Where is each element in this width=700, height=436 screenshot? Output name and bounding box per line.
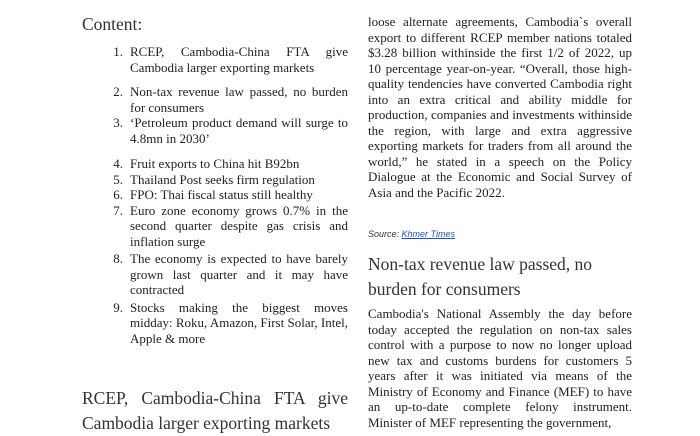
toc-text: RCEP, Cambodia-China FTA give Cambodia larger exporting markets bbox=[130, 44, 348, 75]
toc-item[interactable] bbox=[82, 156, 348, 172]
toc-number: 4. bbox=[113, 156, 123, 171]
toc-text: Non-tax revenue law passed, no burden for consumers bbox=[130, 84, 348, 115]
toc-number: 6. bbox=[113, 187, 123, 202]
toc-number: 1. bbox=[113, 44, 123, 59]
content-heading: Content: bbox=[82, 14, 143, 34]
toc-number: 9. bbox=[113, 299, 123, 315]
toc-item[interactable] bbox=[82, 251, 348, 298]
toc-item[interactable] bbox=[82, 172, 348, 188]
toc-text: FPO: Thai fiscal status still healthy bbox=[130, 187, 313, 202]
toc-text: Thailand Post seeks firm regulation bbox=[130, 171, 315, 187]
toc-item[interactable] bbox=[82, 84, 348, 115]
source-line bbox=[368, 229, 455, 239]
article-paragraph: loose alternate agreements, Cambodia`s overall export to different RCEP member nations totaled $3.28 billion withinside the first 1/2 of 2022, up 10 percentage year-on-year. “Overall, those high-quality tendencies have converted Cambodia right into an extra critical and ability middle for production, companies and investments withinside the region, with large and extra aggressive exporting markets for traders from all around the world,” he stated in a speech on the Policy Dialogue at the Economic and Social Survey of Asia and the Pacific 2022. bbox=[368, 14, 632, 200]
toc-item[interactable] bbox=[82, 300, 348, 347]
toc-number: 7. bbox=[113, 202, 123, 218]
toc-item[interactable] bbox=[82, 187, 348, 203]
toc-item[interactable] bbox=[82, 115, 348, 146]
toc-item[interactable] bbox=[82, 44, 348, 75]
section-heading: Non-tax revenue law passed, no burden for consumers bbox=[368, 254, 593, 299]
toc-number: 8. bbox=[113, 251, 123, 266]
toc-text: The economy is expected to have barely grown last quarter and it may have contracted bbox=[130, 251, 348, 297]
toc-number: 5. bbox=[113, 171, 123, 187]
table-of-contents bbox=[82, 44, 348, 346]
toc-number: 2. bbox=[113, 84, 123, 99]
section-heading bbox=[82, 386, 348, 436]
source-link[interactable]: Khmer Times bbox=[401, 229, 455, 239]
section-heading-line2: Cambodia larger exporting markets bbox=[82, 413, 331, 433]
toc-number: 3. bbox=[113, 115, 123, 130]
toc-text: ‘Petroleum product demand will surge to 4.8mn in 2030’ bbox=[130, 115, 348, 146]
toc-item[interactable] bbox=[82, 203, 348, 250]
toc-text: Fruit exports to China hit B92bn bbox=[130, 156, 300, 171]
toc-text: Stocks making the biggest moves midday: Roku, Amazon, First Solar, Intel, Apple & more bbox=[130, 299, 348, 346]
section-heading-line1: RCEP, Cambodia-China FTA give bbox=[82, 388, 348, 408]
article-paragraph: Cambodia's National Assembly the day before today accepted the regulation on non-tax sales control with a purpose to now no longer upload new tax and customs burdens for customers 5 years after it was initiated via means of the Ministry of Economy and Finance (MEF) to have an up-to-date complete felony instrument. Minister of MEF representing the government, bbox=[368, 306, 632, 430]
source-label: Source: bbox=[368, 229, 400, 239]
toc-text: Euro zone economy grows 0.7% in the second quarter despite gas crisis and inflation surge bbox=[130, 202, 348, 249]
